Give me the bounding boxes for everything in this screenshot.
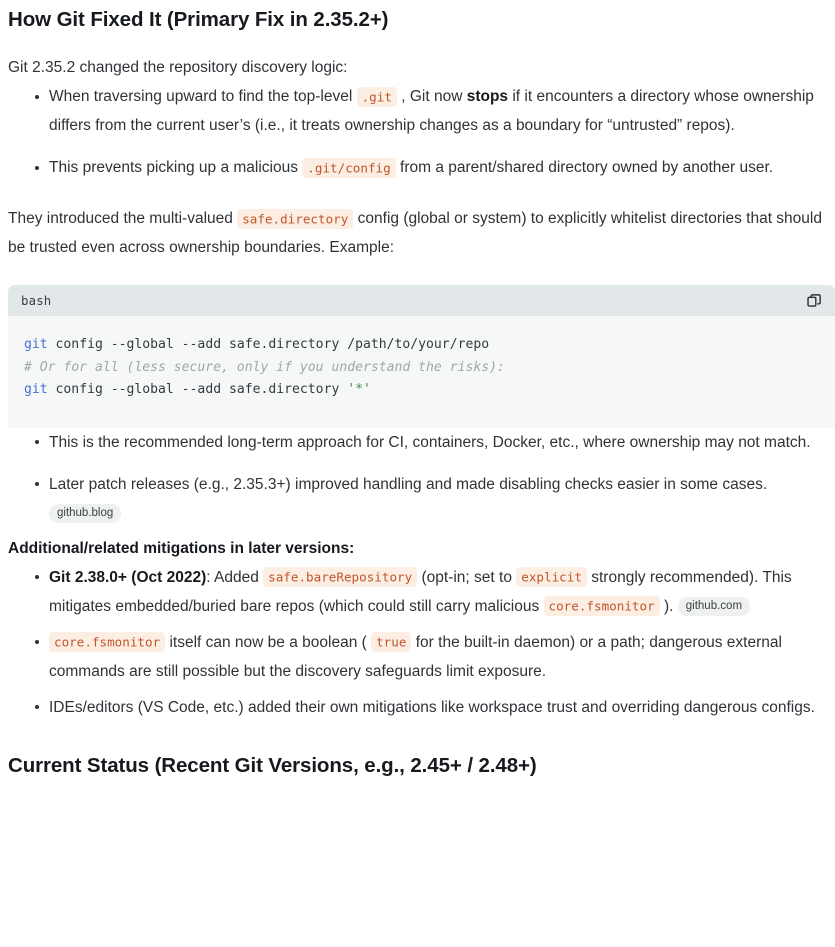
code-block-body bbox=[8, 316, 835, 428]
list-item bbox=[49, 628, 827, 686]
list-item bbox=[49, 563, 827, 621]
citation-chip[interactable]: github.com bbox=[678, 597, 750, 616]
inline-code: safe.bareRepository bbox=[263, 567, 417, 587]
safe-directory-lead: They introduced the multi-valued bbox=[8, 210, 238, 227]
inline-code: .git bbox=[357, 87, 397, 107]
inline-code: explicit bbox=[516, 567, 587, 587]
body-text: ). bbox=[659, 597, 678, 615]
body-text: : Added bbox=[206, 568, 264, 586]
list-item bbox=[49, 693, 827, 722]
body-text: for the built-in daemon) or a path; dangerous external commands are still possible but the discovery safeguards limit exposure. bbox=[49, 633, 782, 680]
code-language-label: bash bbox=[21, 293, 52, 308]
additional-bullet-list bbox=[8, 563, 827, 722]
inline-code: .git/config bbox=[302, 158, 395, 178]
body-text: This is the recommended long-term approach for CI, containers, Docker, etc., where ownership may not match. bbox=[49, 433, 811, 451]
emphasis-text: stops bbox=[466, 88, 509, 105]
inline-code: core.fsmonitor bbox=[49, 632, 165, 652]
code-keyword: git bbox=[24, 382, 48, 397]
body-text: , Git now bbox=[396, 88, 467, 105]
recommendation-bullet-list bbox=[8, 428, 827, 528]
list-item bbox=[49, 470, 827, 528]
code-string: '*' bbox=[347, 382, 371, 397]
code-keyword: git bbox=[24, 337, 48, 352]
code-comment: # Or for all (less secure, only if you understand the risks): bbox=[24, 359, 505, 375]
list-item bbox=[49, 153, 827, 182]
emphasis-text: Git 2.38.0+ (Oct 2022) bbox=[49, 568, 207, 586]
body-text: Later patch releases (e.g., 2.35.3+) improved handling and made disabling checks easier in some cases. bbox=[49, 475, 768, 493]
safe-directory-tail: config (global or system) to explicitly whitelist directories that should be trusted even across ownership boundaries. Example: bbox=[8, 210, 822, 256]
discovery-bullet-list bbox=[8, 82, 827, 182]
body-text: When traversing upward to find the top-level bbox=[49, 88, 357, 105]
code-block-header bbox=[8, 285, 835, 316]
intro-paragraph: Git 2.35.2 changed the repository discovery logic: bbox=[8, 59, 348, 76]
code-plain: config --global --add safe.directory bbox=[47, 382, 348, 397]
body-text: from a parent/shared directory owned by another user. bbox=[395, 159, 774, 176]
inline-code: true bbox=[371, 632, 411, 652]
body-text: itself can now be a boolean ( bbox=[165, 633, 372, 651]
body-text: if it encounters a directory whose ownership differs from the current user’s (i.e., it treats ownership changes as a boundary for “untrusted” repos). bbox=[49, 88, 814, 134]
body-text: This prevents picking up a malicious bbox=[49, 159, 303, 176]
list-item bbox=[49, 82, 827, 140]
inline-code-safe-directory: safe.directory bbox=[237, 209, 353, 229]
body-text: (opt-in; set to bbox=[417, 568, 517, 586]
code-content bbox=[24, 334, 835, 402]
list-item bbox=[49, 428, 827, 457]
additional-mitigations-heading: Additional/related mitigations in later versions: bbox=[8, 539, 355, 557]
citation-chip[interactable]: github.blog bbox=[49, 504, 121, 523]
code-block bbox=[8, 285, 835, 428]
current-status-heading: Current Status (Recent Git Versions, e.g., 2.45+ / 2.48+) bbox=[8, 753, 537, 777]
page-title: How Git Fixed It (Primary Fix in 2.35.2+) bbox=[8, 8, 389, 31]
copy-icon[interactable] bbox=[804, 291, 824, 311]
body-text: IDEs/editors (VS Code, etc.) added their own mitigations like workspace trust and overriding dangerous configs. bbox=[49, 698, 815, 716]
body-text: strongly recommended). This mitigates embedded/buried bare repos (which could still carry malicious bbox=[49, 568, 792, 615]
code-plain: config --global --add safe.directory /path/to/your/repo bbox=[47, 337, 490, 352]
safe-directory-paragraph bbox=[8, 182, 827, 262]
inline-code: core.fsmonitor bbox=[544, 596, 660, 616]
